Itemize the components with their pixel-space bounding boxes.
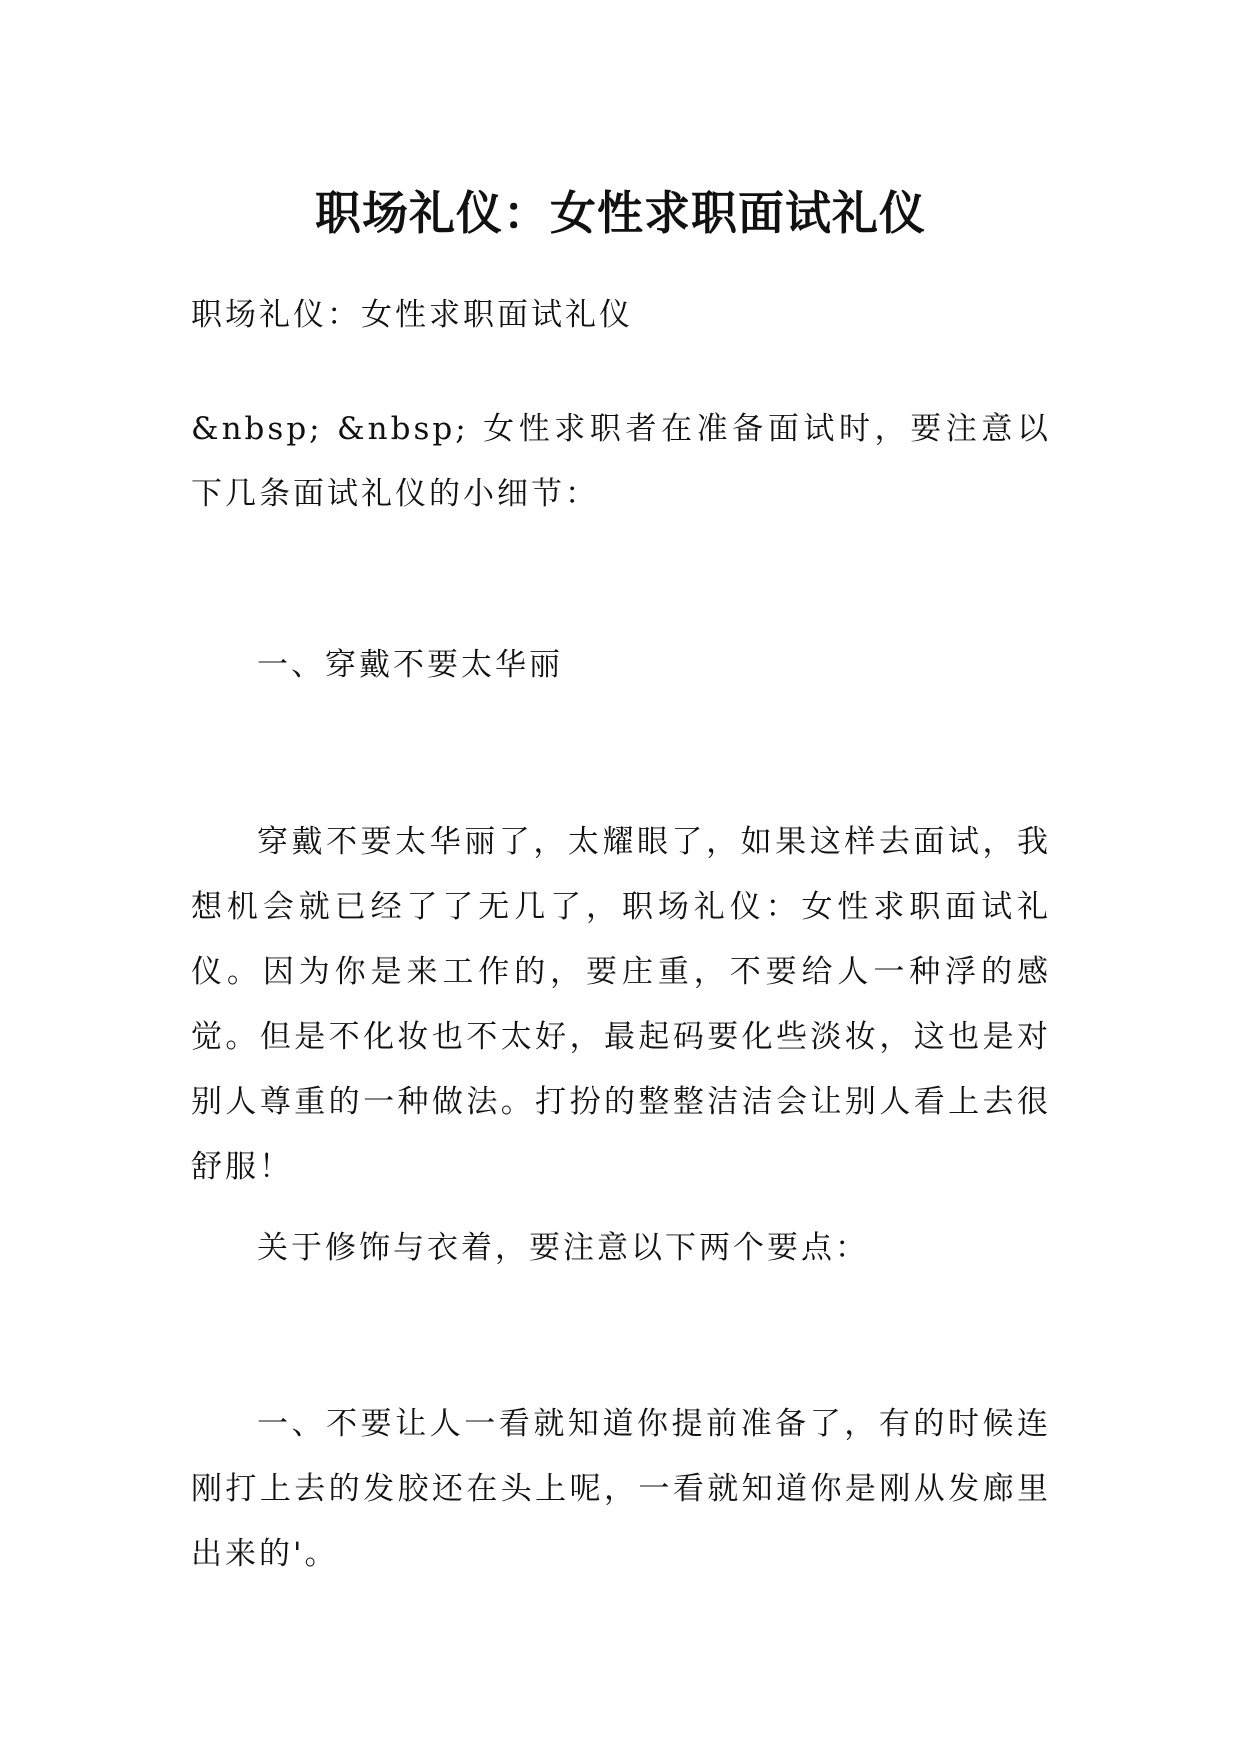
body-paragraph-1: 穿戴不要太华丽了，太耀眼了，如果这样去面试，我想机会就已经了了无几了，职场礼仪：女性求职面试礼仪。因为你是来工作的，要庄重，不要给人一种浮的感觉。但是不化妆也不太好，最起码要化些淡妆，这也是对别人尊重的一种做法。打扮的整整洁洁会让别人看上去很舒服！ — [191, 824, 1051, 1185]
body-paragraph-2: 一、不要让人一看就知道你提前准备了，有的时候连刚打上去的发胶还在头上呢，一看就知道你是刚从发廊里出来的'。 — [191, 1406, 1051, 1572]
intro-paragraph: &nbsp; &nbsp; 女性求职者在准备面试时，要注意以下几条面试礼仪的小细节： — [191, 411, 1051, 512]
section-heading-2: 关于修饰与衣着，要注意以下两个要点： — [257, 1230, 869, 1266]
page-title: 职场礼仪：女性求职面试礼仪 — [315, 185, 926, 240]
section-heading-1: 一、穿戴不要太华丽 — [257, 647, 563, 683]
subtitle-paragraph: 职场礼仪：女性求职面试礼仪 — [191, 297, 633, 333]
